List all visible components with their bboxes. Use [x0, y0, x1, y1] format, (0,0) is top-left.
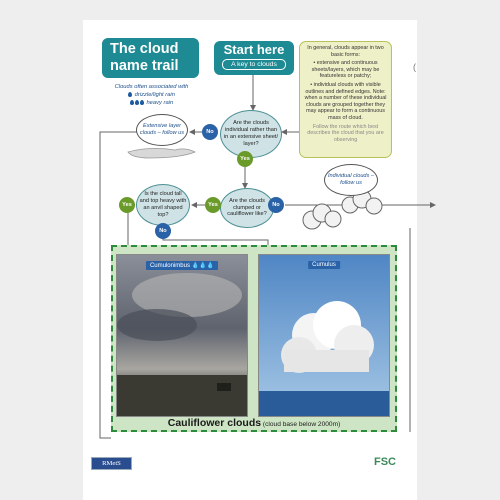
note-intro: In general, clouds appear in two basic forms: [307, 45, 384, 58]
answer-yes-q1: Yes [237, 151, 253, 167]
title-line-2: name trail [110, 58, 179, 74]
answer-no-q2: No [268, 197, 284, 213]
cumulus-image [259, 255, 390, 417]
start-title: Start here [223, 42, 285, 57]
start-here-box [214, 41, 294, 75]
raindrop-icon [128, 92, 132, 97]
fsc-logo: FSC [374, 456, 396, 468]
question-individual-clouds: Are the clouds individual rather than in an extensive sheet/ layer? [220, 110, 282, 158]
legend-line-1: Clouds often associated with [114, 84, 189, 90]
legend-line-3: heavy rain [146, 100, 174, 106]
title-line-1: The cloud [110, 41, 179, 57]
cumulus-cloud-illustration [303, 190, 382, 229]
cloud-name-trail-title [102, 38, 199, 78]
cumulus-photo [258, 254, 390, 417]
rmets-logo: RMetS [91, 457, 132, 470]
cumulonimbus-photo [116, 254, 248, 417]
cloud-forms-note [299, 41, 392, 158]
layer-clouds-bubble: Extensive layer clouds – follow us [136, 114, 188, 146]
note-follow: Follow the route which best describes the cloud that you are observing [307, 123, 384, 143]
cumulonimbus-image [117, 255, 248, 417]
question-tall-anvil: Is the cloud tall and top heavy with an anvil shaped top? [136, 184, 190, 226]
raindrop-icon [140, 100, 144, 105]
answer-yes-q2: Yes [205, 197, 221, 213]
raindrop-icon [130, 100, 134, 105]
edge-mark: ( [413, 62, 416, 72]
rain-legend [105, 83, 198, 107]
cumulonimbus-label: Cumulonimbus 💧💧💧 [146, 261, 218, 270]
caption-rest: (cloud base below 2000m) [261, 421, 341, 428]
answer-yes-q3: Yes [119, 197, 135, 213]
start-subtitle: A key to clouds [222, 59, 286, 70]
cumulus-label: Cumulus [308, 261, 340, 269]
individual-clouds-bubble: Individual clouds – follow us [324, 164, 378, 196]
layer-cloud-illustration [128, 148, 195, 158]
answer-no-q3: No [155, 223, 171, 239]
answer-no-q1: No [202, 124, 218, 140]
question-clumped-clouds: Are the clouds clumped or cauliflower like? [220, 188, 274, 228]
cauliflower-caption [114, 417, 394, 431]
note-sheets: • extensive and continuous sheets/layers, which may be featureless or patchy; [311, 60, 380, 80]
caption-bold: Cauliflower clouds [167, 417, 262, 429]
legend-line-2: drizzle/light rain [134, 92, 175, 98]
raindrop-icon [135, 100, 139, 105]
note-individual: • individual clouds with visible outlines and defined edges. Note: when a number of these individual clouds are grouped together they may appear to form a continuous mass of cloud. [304, 81, 387, 121]
